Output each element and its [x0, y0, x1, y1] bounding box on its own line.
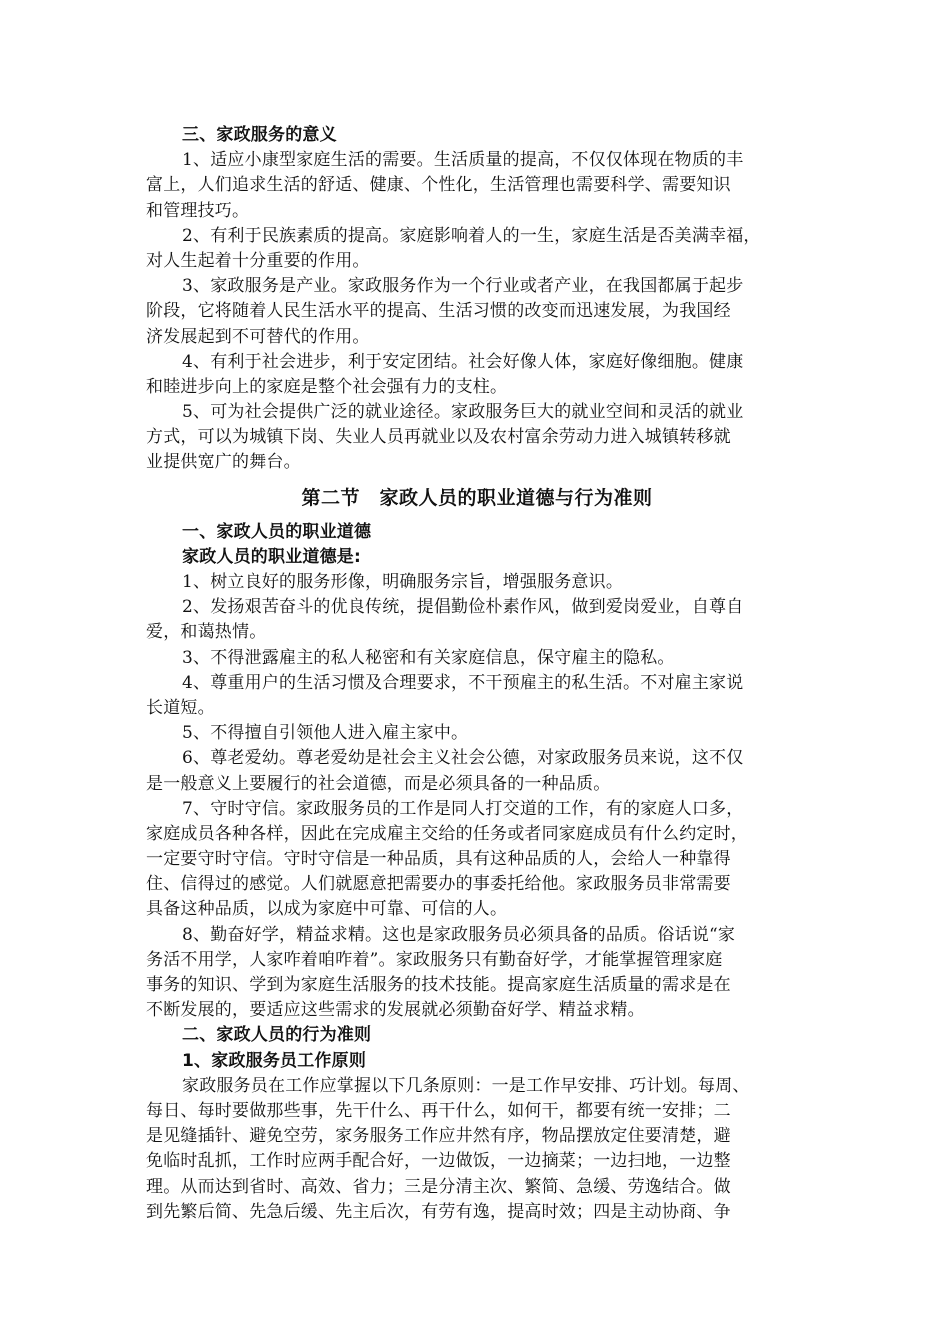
- paragraph-line: 2、发扬艰苦奋斗的优良传统，提倡勤俭朴素作风，做到爱岗爱业，自尊自: [182, 597, 744, 618]
- document-page: [146, 123, 808, 1225]
- paragraph-line: 3、不得泄露雇主的私人秘密和有关家庭信息，保守雇主的隐私。: [182, 647, 675, 668]
- paragraph-line: 8、勤奋好学，精益求精。这也是家政服务员必须具备的品质。俗话说“家: [182, 924, 736, 945]
- paragraph-line: 5、不得擅自引领他人进入雇主家中。: [182, 723, 469, 744]
- paragraph-line: 富上，人们追求生活的舒适、健康、个性化，生活管理也需要科学、需要知识: [146, 175, 731, 196]
- paragraph-line: 免临时乱抓，工作时应两手配合好，一边做饭，一边摘菜；一边扫地，一边整: [146, 1151, 731, 1172]
- paragraph-line: 济发展起到不可替代的作用。: [146, 326, 370, 347]
- paragraph-line: 家政服务员在工作应掌握以下几条原则：一是工作早安排、巧计划。每周、: [182, 1075, 750, 1096]
- paragraph-line: 4、有利于社会进步，利于安定团结。社会好像人体，家庭好像细胞。健康: [182, 351, 744, 372]
- paragraph-line: 每日、每时要做那些事，先干什么、再干什么，如何干，都要有统一安排；二: [146, 1100, 731, 1121]
- paragraph-line: 是见缝插针、避免空劳，家务服务工作应井然有序，物品摆放定住要清楚，避: [146, 1126, 731, 1147]
- paragraph-line: 对人生起着十分重要的作用。: [146, 250, 370, 271]
- section-heading-meaning: 三、家政服务的意义: [182, 125, 337, 145]
- paragraph-line: 和睦进步向上的家庭是整个社会强有力的支柱。: [146, 376, 508, 397]
- paragraph-line: 5、可为社会提供广泛的就业途径。家政服务巨大的就业空间和灵活的就业: [182, 402, 744, 423]
- paragraph-line: 一定要守时守信。守时守信是一种品质，具有这种品质的人，会给人一种靠得: [146, 849, 731, 870]
- paragraph-line: 和管理技巧。: [146, 200, 250, 221]
- subsection-heading-conduct: 二、家政人员的行为准则: [182, 1025, 372, 1046]
- subsection-heading-ethics: 一、家政人员的职业道德: [182, 521, 372, 542]
- paragraph-line: 具备这种品质，以成为家庭中可靠、可信的人。: [146, 899, 508, 920]
- paragraph-line: 到先繁后简、先急后缓、先主后次，有劳有逸，提高时效；四是主动协商、争: [146, 1201, 731, 1222]
- paragraph-line: 业提供宽广的舞台。: [146, 452, 301, 473]
- paragraph-line: 1、适应小康型家庭生活的需要。生活质量的提高，不仅仅体现在物质的丰: [182, 150, 744, 171]
- paragraph-line: 住、信得过的感觉。人们就愿意把需要办的事委托给他。家政服务员非常需要: [146, 874, 731, 895]
- paragraph-line: 理。从而达到省时、高效、省力；三是分清主次、繁简、急缓、劳逸结合。做: [146, 1176, 731, 1197]
- paragraph-line: 3、家政服务是产业。家政服务作为一个行业或者产业，在我国都属于起步: [182, 276, 744, 297]
- paragraph-line: 6、尊老爱幼。尊老爱幼是社会主义社会公德，对家政服务员来说，这不仅: [182, 748, 744, 769]
- paragraph-line: 事务的知识、学到为家庭生活服务的技术技能。提高家庭生活质量的需求是在: [146, 975, 731, 995]
- ethics-lead: 家政人员的职业道德是:: [182, 546, 361, 567]
- paragraph-line: 方式，可以为城镇下岗、失业人员再就业以及农村富余劳动力进入城镇转移就: [146, 427, 731, 448]
- paragraph-line: 务活不用学，人家咋着咱咋着”。家政服务只有勤奋好学，才能掌握管理家庭: [146, 949, 723, 970]
- paragraph-line: 4、尊重用户的生活习惯及合理要求，不干预雇主的私生活。不对雇主家说: [182, 672, 744, 693]
- paragraph-line: 是一般意义上要履行的社会道德，而是必须具备的一种品质。: [146, 773, 611, 794]
- paragraph-line: 1、树立良好的服务形像，明确服务宗旨，增强服务意识。: [182, 572, 624, 592]
- conduct-item-heading: 1、家政服务员工作原则: [182, 1050, 367, 1071]
- paragraph-line: 不断发展的，要适应这些需求的发展就必须勤奋好学、精益求精。: [146, 1000, 645, 1021]
- paragraph-line: 长道短。: [146, 697, 215, 718]
- paragraph-line: 阶段，它将随着人民生活水平的提高、生活习惯的改变而迅速发展，为我国经: [146, 301, 731, 322]
- section-title: 第二节 家政人员的职业道德与行为准则: [301, 486, 653, 509]
- paragraph-line: 2、有利于民族素质的提高。家庭影响着人的一生，家庭生活是否美满幸福，: [182, 225, 761, 246]
- paragraph-line: 爱，和蔼热情。: [146, 622, 267, 643]
- paragraph-line: 家庭成员各种各样，因此在完成雇主交给的任务或者同家庭成员有什么约定时，: [146, 823, 748, 844]
- paragraph-line: 7、守时守信。家政服务员的工作是同人打交道的工作，有的家庭人口多，: [182, 798, 744, 819]
